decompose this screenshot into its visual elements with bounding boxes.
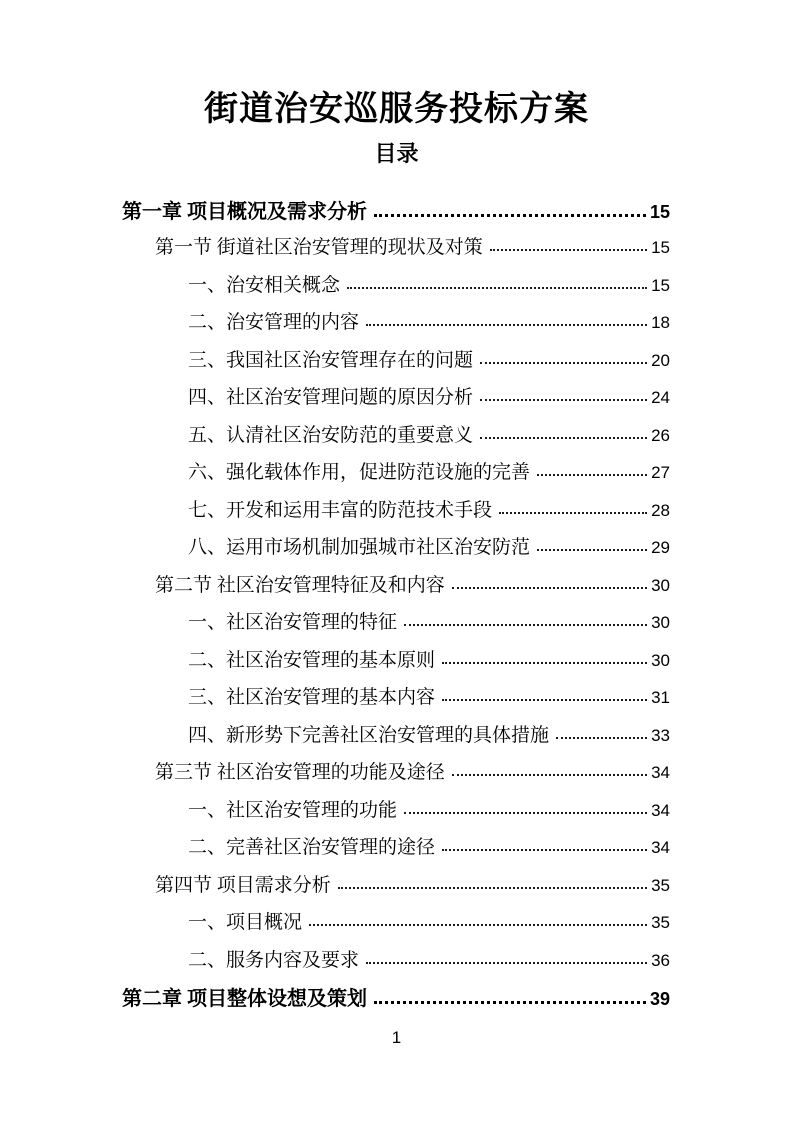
toc-entry[interactable] <box>122 795 670 833</box>
toc-entry[interactable] <box>122 270 670 308</box>
toc-entry-page: 28 <box>651 500 670 520</box>
toc-leader-dots <box>374 214 646 217</box>
toc-entry-page: 33 <box>651 725 670 745</box>
toc-leader-dots <box>404 624 647 626</box>
toc-entry[interactable] <box>122 307 670 345</box>
toc-entry-label: 一、项目概况 <box>188 912 303 934</box>
document-title: 街道治安巡服务投标方案 <box>204 91 589 128</box>
toc-entry-page: 30 <box>651 613 670 633</box>
toc-entry-page: 15 <box>651 275 670 295</box>
toc-entry-label: 第一节 街道社区治安管理的现状及对策 <box>155 237 483 259</box>
toc-entry-label: 一、社区治安管理的特征 <box>188 612 398 634</box>
toc-entry-page: 18 <box>651 313 670 333</box>
toc-entry-page: 15 <box>649 201 670 222</box>
toc-entry-label: 第二章 项目整体设想及策划 <box>122 988 367 1011</box>
toc-entry[interactable] <box>122 345 670 383</box>
toc-entry-page: 35 <box>651 875 670 895</box>
toc-entry[interactable] <box>122 907 670 945</box>
toc-leader-dots <box>499 512 647 514</box>
toc-entry-page: 26 <box>651 425 670 445</box>
toc-entry-label: 六、强化载体作用，促进防范设施的完善 <box>188 462 531 484</box>
toc-entry-label: 第四节 项目需求分析 <box>155 874 331 896</box>
toc-entry-label: 五、认清社区治安防范的重要意义 <box>188 424 474 446</box>
toc-entry-label: 第一章 项目概况及需求分析 <box>122 200 367 223</box>
toc-leader-dots <box>556 737 647 739</box>
toc-leader-dots <box>442 699 647 701</box>
toc-entry-label: 四、新形势下完善社区治安管理的具体措施 <box>188 724 550 746</box>
toc-entry[interactable] <box>122 870 670 908</box>
toc-entry-page: 20 <box>651 350 670 370</box>
toc-leader-dots <box>309 924 647 926</box>
toc-entry-page: 15 <box>651 238 670 258</box>
toc-leader-dots <box>480 437 647 439</box>
toc-entry[interactable] <box>122 232 670 270</box>
toc-leader-dots <box>366 324 647 326</box>
toc-entry-page: 29 <box>651 538 670 558</box>
toc-leader-dots <box>404 812 647 814</box>
toc-leader-dots <box>537 549 647 551</box>
toc-leader-dots <box>347 287 647 289</box>
toc-leader-dots <box>490 249 647 251</box>
toc-leader-dots <box>480 362 647 364</box>
toc-leader-dots <box>374 1001 646 1004</box>
toc-entry-page: 27 <box>651 463 670 483</box>
toc-entry-page: 30 <box>651 650 670 670</box>
toc-entry-page: 34 <box>651 800 670 820</box>
toc-entry-label: 一、社区治安管理的功能 <box>188 799 398 821</box>
toc-leader-dots <box>442 849 647 851</box>
toc-entry[interactable] <box>122 382 670 420</box>
toc-entry-label: 三、社区治安管理的基本内容 <box>188 687 436 709</box>
toc-entry[interactable] <box>122 720 670 758</box>
toc-entry[interactable] <box>122 982 670 1020</box>
toc-entry-page: 30 <box>651 575 670 595</box>
toc-entry-label: 三、我国社区治安管理存在的问题 <box>188 349 474 371</box>
toc-entry[interactable] <box>122 645 670 683</box>
toc-entry-page: 34 <box>651 838 670 858</box>
toc-entry-label: 二、治安管理的内容 <box>188 312 360 334</box>
toc-entry-page: 24 <box>651 388 670 408</box>
toc-entry[interactable] <box>122 832 670 870</box>
toc-leader-dots <box>338 887 647 889</box>
toc-entry[interactable] <box>122 195 670 233</box>
toc-entry-label: 二、服务内容及要求 <box>188 949 360 971</box>
toc-entry[interactable] <box>122 682 670 720</box>
toc-entry[interactable] <box>122 757 670 795</box>
toc-entry-label: 二、完善社区治安管理的途径 <box>188 837 436 859</box>
toc-entry[interactable] <box>122 532 670 570</box>
toc-leader-dots <box>480 399 647 401</box>
toc-entry-page: 35 <box>651 913 670 933</box>
toc-entry[interactable] <box>122 495 670 533</box>
toc-heading: 目录 <box>374 141 419 167</box>
toc-entry-label: 二、社区治安管理的基本原则 <box>188 649 436 671</box>
toc-entry[interactable] <box>122 570 670 608</box>
toc-entry-label: 四、社区治安管理问题的原因分析 <box>188 387 474 409</box>
toc-entry[interactable] <box>122 457 670 495</box>
toc-entry-label: 第二节 社区治安管理特征及和内容 <box>155 574 445 596</box>
toc-entry-page: 34 <box>651 763 670 783</box>
toc-leader-dots <box>366 962 647 964</box>
toc-entry-page: 31 <box>651 688 670 708</box>
toc-leader-dots <box>452 774 647 776</box>
toc-leader-dots <box>442 662 647 664</box>
toc-leader-dots <box>537 474 647 476</box>
toc-entry[interactable] <box>122 420 670 458</box>
toc-entry-label: 八、运用市场机制加强城市社区治安防范 <box>188 537 531 559</box>
toc-entry-label: 一、治安相关概念 <box>188 274 341 296</box>
toc-entry[interactable] <box>122 607 670 645</box>
toc-entry-label: 七、开发和运用丰富的防范技术手段 <box>188 499 493 521</box>
toc-leader-dots <box>452 587 647 589</box>
toc-entry-label: 第三节 社区治安管理的功能及途径 <box>155 762 445 784</box>
toc-entry-page: 39 <box>649 989 670 1010</box>
toc-entry[interactable] <box>122 945 670 983</box>
table-of-contents <box>122 195 670 1020</box>
footer-page-number: 1 <box>391 1027 402 1047</box>
toc-entry-page: 36 <box>651 950 670 970</box>
